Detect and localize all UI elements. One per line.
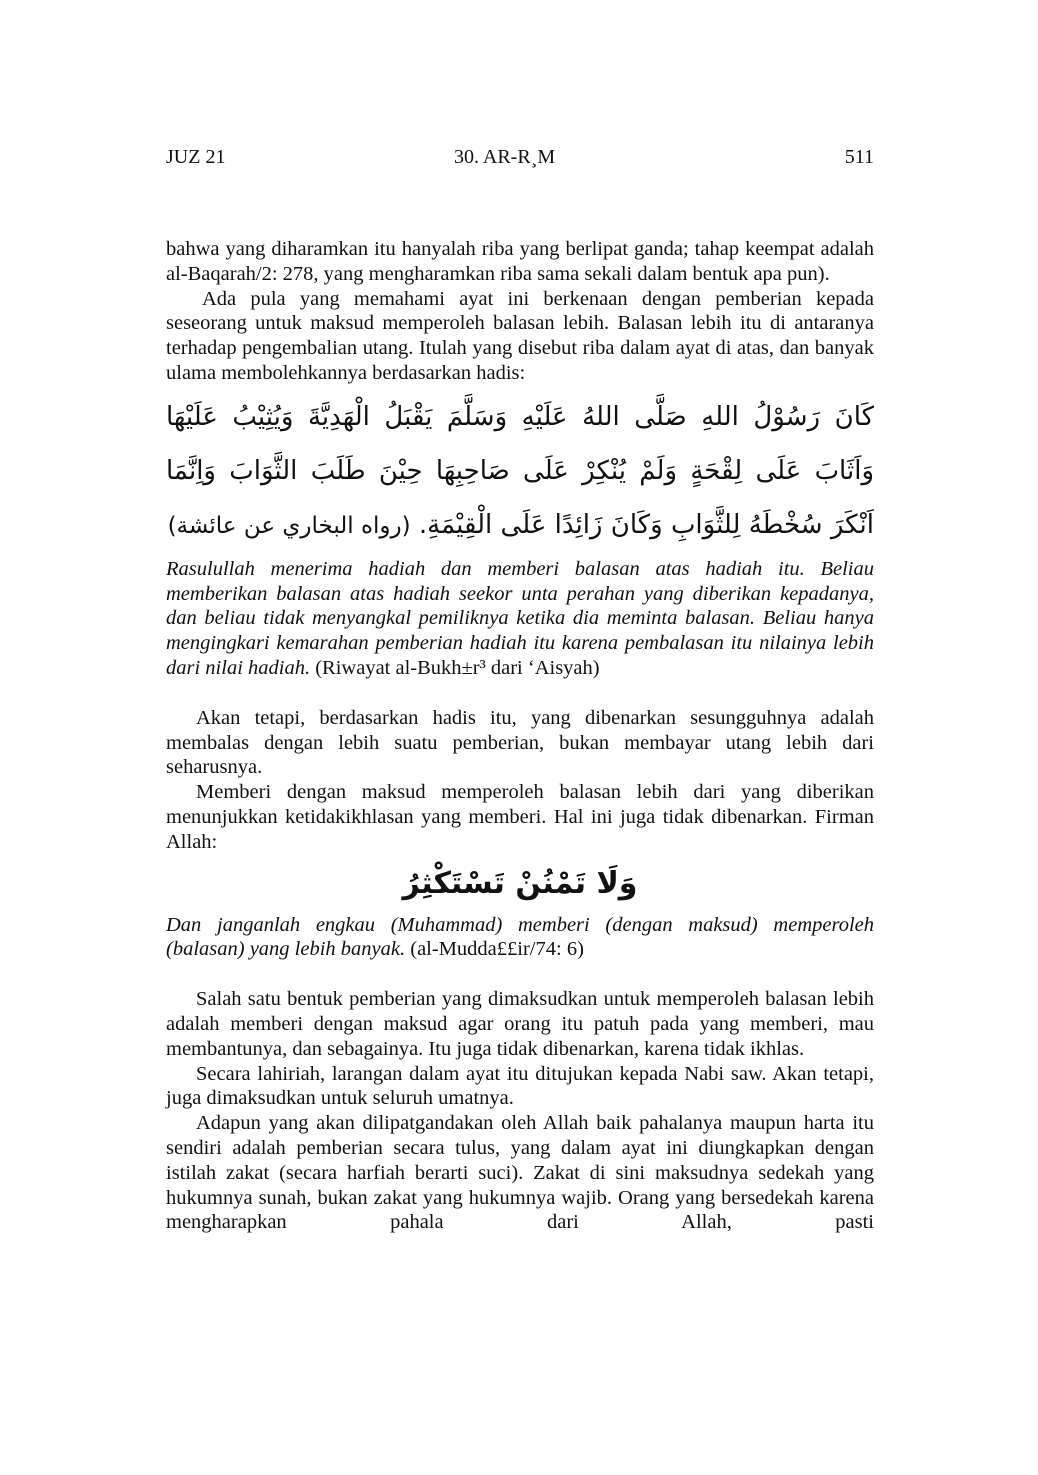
paragraph-3: Akan tetapi, berdasarkan hadis itu, yang dibenarkan sesungguhnya adalah membalas dengan lebih suatu pemberian, bukan membayar utang lebih dari seharusnya. [166,706,874,779]
surah-title: 30. AR-R¸M [454,146,556,168]
page-body [166,237,874,1235]
hadith-narrator: (رواه البخاري عن عائشة) [167,512,411,539]
page-number: 511 [844,146,874,168]
hadith-translation-block [166,557,874,681]
quran-translation-block [166,913,874,963]
paragraph-4: Memberi dengan maksud memperoleh balasan lebih dari yang diberikan menunjukkan ketidakikhlasan yang memberi. Hal ini juga tidak dibenarkan. Firman Allah: [166,781,874,853]
hadith-source: (Riwayat al-Bukh±r³ dari ‘Aisyah) [315,656,600,679]
paragraph-5: Salah satu bentuk pemberian yang dimaksudkan untuk memperoleh balasan lebih adalah memberi dengan maksud agar orang itu patuh pada yang memberi, mau membantunya, dan sebagainya. Itu juga tidak dibenarkan, karena tidak ikhlas. [166,988,874,1060]
paragraph-1: bahwa yang diharamkan itu hanyalah riba yang berlipat ganda; tahap keempat adalah al-Baqarah/2: 278, yang mengharamkan riba sama sekali dalam bentuk apa pun). [166,238,874,285]
paragraph-7: Adapun yang akan dilipatgandakan oleh Allah baik pahalanya maupun harta itu sendiri adalah pemberian secara tulus, yang dalam ayat ini diungkapkan dengan istilah zakat (secara harfiah berarti suci). Zakat di sini maksudnya sedekah yang hukumnya sunah, bukan zakat yang hukumnya wajib. Orang yang bersedekah karena mengharapkan pahala dari Allah, pasti [166,1112,874,1234]
hadith-arabic-text [166,390,874,553]
quran-source: (al-Mudda££ir/74: 6) [410,938,584,961]
page-header [166,146,874,176]
quran-verse-arabic: وَلَا تَمْنُنْ تَسْتَكْثِرُ [402,865,638,901]
paragraph-2: Ada pula yang memahami ayat ini berkenaan dengan pemberian kepada seseorang untuk maksud memperoleh balasan lebih. Balasan lebih itu di antaranya terhadap pengembalian utang. Itulah yang disebut riba dalam ayat di atas, dan banyak ulama membolehkannya berdasarkan hadis: [166,287,874,384]
quran-translation: Dan janganlah engkau (Muhammad) memberi (dengan maksud) memperoleh (balasan) yang lebih banyak. [166,913,874,961]
hadith-translation: Rasulullah menerima hadiah dan memberi balasan atas hadiah itu. Beliau memberikan balasan atas hadiah seekor unta perahan yang diberikan kepadanya, dan beliau tidak menyangkal pemiliknya ketika dia meminta balasan. Beliau hanya mengingkari kemarahan pemberian hadiah itu karena pembalasan itu nilainya lebih dari nilai hadiah. [166,557,874,679]
juz-label: JUZ 21 [166,146,226,168]
hadith-arabic: كَانَ رَسُوْلُ اللهِ صَلَّى اللهُ عَلَيْهِ وَسَلَّمَ يَقْبَلُ الْهَدِيَّةَ وَيُثِيْبُ عَلَيْهَا وَاَثَابَ عَلَى لِقْحَةٍ وَلَمْ يُنْكِرْ عَلَى صَاحِبِهَا حِيْنَ طَلَبَ الثَّوَابَ وَاِنَّمَا اَنْكَرَ سُخْطَهُ لِلثَّوَابِ وَكَانَ زَائِدًا عَلَى الْقِيْمَةِ. [166,401,874,540]
paragraph-6: Secara lahiriah, larangan dalam ayat itu ditujukan kepada Nabi saw. Akan tetapi, juga dimaksudkan untuk seluruh umatnya. [166,1062,874,1110]
